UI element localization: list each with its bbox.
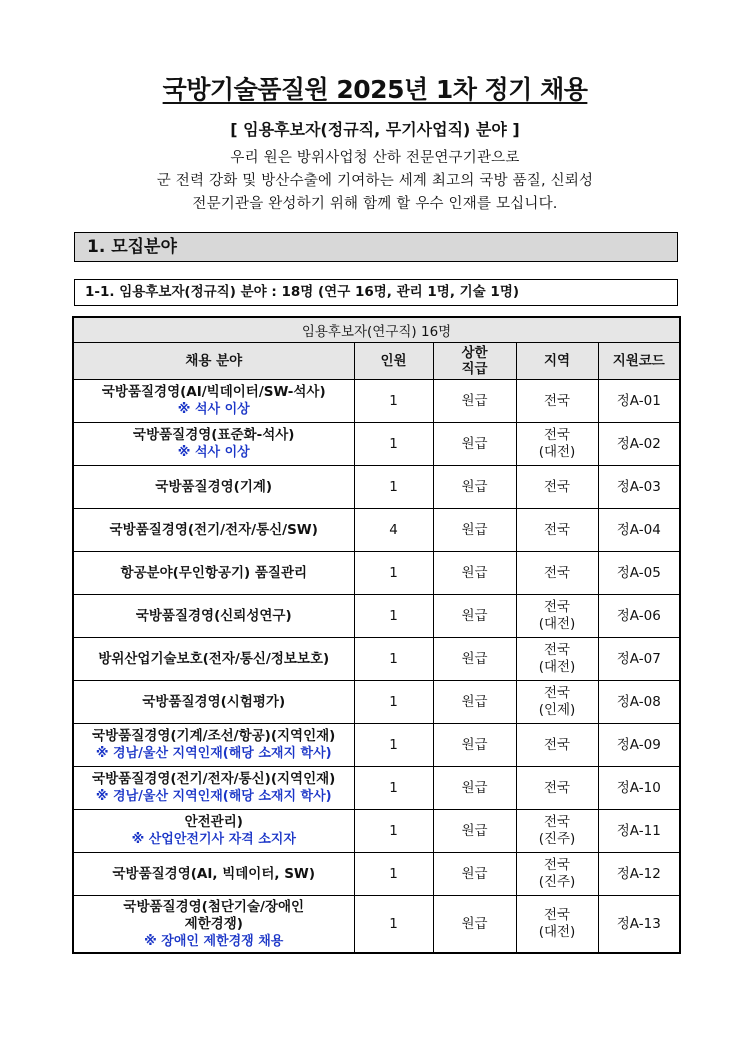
- header-rank-line1: 상한: [461, 345, 488, 361]
- cell-count: 1: [354, 810, 433, 853]
- table-row: [73, 466, 680, 509]
- field-note: ※ 경남/울산 지역인재(해당 소재지 학사): [95, 789, 332, 804]
- cell-code: 정A-09: [598, 724, 680, 767]
- cell-count: 1: [354, 552, 433, 595]
- cell-rank: 원급: [433, 380, 516, 423]
- intro-line: 군 전력 강화 및 방산수출에 기여하는 세계 최고의 국방 품질, 신뢰성: [156, 173, 594, 189]
- table-row: [73, 638, 680, 681]
- field-name: 국방품질경영(기계/조선/항공)(지역인재): [92, 728, 336, 744]
- page-title: 국방기술품질원 2025년 1차 정기 채용: [162, 75, 588, 104]
- cell-rank: 원급: [433, 853, 516, 896]
- cell-count: 1: [354, 853, 433, 896]
- field-name-cont: 제한경쟁): [184, 915, 243, 932]
- recruitment-table: [72, 316, 681, 954]
- region-main: 전국: [543, 392, 571, 409]
- field-note: ※ 경남/울산 지역인재(해당 소재지 학사): [95, 746, 332, 761]
- table-row: [73, 423, 680, 466]
- cell-rank: 원급: [433, 423, 516, 466]
- cell-count: 1: [354, 466, 433, 509]
- table-row: [73, 896, 680, 954]
- cell-rank: 원급: [433, 595, 516, 638]
- table-caption: 임용후보자(연구직) 16명: [73, 317, 680, 343]
- cell-rank: 원급: [433, 810, 516, 853]
- field-note: ※ 산업안전기사 자격 소지자: [131, 832, 296, 847]
- field-name: 방위산업기술보호(전자/통신/정보보호): [98, 650, 330, 667]
- table-row: [73, 810, 680, 853]
- cell-region: [516, 552, 598, 595]
- cell-field: [73, 509, 354, 552]
- cell-count: 1: [354, 681, 433, 724]
- cell-code: 정A-11: [598, 810, 680, 853]
- field-note: ※ 석사 이상: [177, 445, 250, 460]
- region-main: 전국: [543, 427, 571, 443]
- table-row: [73, 552, 680, 595]
- cell-code: 정A-12: [598, 853, 680, 896]
- cell-region: [516, 638, 598, 681]
- region-detail: (대전): [538, 924, 576, 940]
- cell-region: [516, 681, 598, 724]
- intro-line: 전문기관을 완성하기 위해 함께 할 우수 인재를 모십니다.: [192, 196, 558, 212]
- cell-count: 1: [354, 767, 433, 810]
- region-main: 전국: [543, 779, 571, 796]
- region-detail: (인제): [538, 702, 576, 718]
- cell-rank: 원급: [433, 767, 516, 810]
- cell-field: [73, 638, 354, 681]
- region-detail: (대전): [538, 616, 576, 632]
- cell-field: [73, 767, 354, 810]
- region-main: 전국: [543, 521, 571, 538]
- cell-code: 정A-13: [598, 896, 680, 954]
- cell-region: [516, 595, 598, 638]
- cell-count: 1: [354, 380, 433, 423]
- region-main: 전국: [543, 736, 571, 753]
- region-main: 전국: [543, 564, 571, 581]
- region-detail: (진주): [538, 831, 576, 847]
- cell-field: [73, 466, 354, 509]
- intro-text: [0, 147, 750, 216]
- table-row: [73, 681, 680, 724]
- cell-count: 1: [354, 638, 433, 681]
- cell-code: 정A-06: [598, 595, 680, 638]
- cell-region: [516, 466, 598, 509]
- cell-rank: 원급: [433, 724, 516, 767]
- region-detail: (대전): [538, 444, 576, 460]
- field-name: 국방품질경영(AI/빅데이터/SW-석사): [101, 384, 326, 400]
- cell-code: 정A-04: [598, 509, 680, 552]
- cell-count: 1: [354, 423, 433, 466]
- header-region: 지역: [516, 343, 598, 380]
- cell-count: 1: [354, 896, 433, 954]
- cell-field: [73, 380, 354, 423]
- subsection-heading: 1-1. 임용후보자(정규직) 분야 : 18명 (연구 16명, 관리 1명, 기술 1명): [74, 279, 678, 306]
- region-main: 전국: [543, 857, 571, 873]
- cell-field: [73, 423, 354, 466]
- header-rank: [433, 343, 516, 380]
- field-name: 국방품질경영(기계): [155, 478, 273, 495]
- cell-code: 정A-10: [598, 767, 680, 810]
- field-name: 국방품질경영(첨단기술/장애인: [123, 898, 305, 915]
- field-name: 국방품질경영(AI, 빅데이터, SW): [112, 865, 315, 882]
- region-main: 전국: [543, 814, 571, 830]
- field-name: 국방품질경영(표준화-석사): [133, 427, 295, 443]
- cell-field: [73, 595, 354, 638]
- region-main: 전국: [543, 685, 571, 701]
- cell-region: [516, 509, 598, 552]
- region-main: 전국: [543, 599, 571, 615]
- cell-field: [73, 724, 354, 767]
- field-note: ※ 석사 이상: [177, 402, 250, 417]
- cell-code: 정A-01: [598, 380, 680, 423]
- region-main: 전국: [543, 478, 571, 495]
- field-name: 국방품질경영(전기/전자/통신/SW): [109, 521, 318, 538]
- cell-rank: 원급: [433, 509, 516, 552]
- cell-rank: 원급: [433, 552, 516, 595]
- section-heading: 1. 모집분야: [74, 232, 678, 262]
- header-field: 채용 분야: [73, 343, 354, 380]
- header-rank-line2: 직급: [461, 361, 488, 377]
- cell-count: 4: [354, 509, 433, 552]
- field-name: 국방품질경영(전기/전자/통신)(지역인재): [92, 771, 336, 787]
- intro-line: 우리 원은 방위사업청 산하 전문연구기관으로: [230, 150, 520, 166]
- cell-region: [516, 380, 598, 423]
- cell-region: [516, 896, 598, 954]
- cell-count: 1: [354, 724, 433, 767]
- cell-code: 정A-08: [598, 681, 680, 724]
- table-row: [73, 724, 680, 767]
- field-name: 항공분야(무인항공기) 품질관리: [120, 564, 308, 581]
- cell-count: 1: [354, 595, 433, 638]
- cell-rank: 원급: [433, 681, 516, 724]
- region-main: 전국: [543, 642, 571, 658]
- field-name: 국방품질경영(시험평가): [142, 693, 286, 710]
- cell-field: [73, 853, 354, 896]
- cell-code: 정A-05: [598, 552, 680, 595]
- table-row: [73, 853, 680, 896]
- cell-code: 정A-03: [598, 466, 680, 509]
- cell-field: [73, 552, 354, 595]
- cell-region: [516, 423, 598, 466]
- cell-field: [73, 810, 354, 853]
- cell-region: [516, 724, 598, 767]
- region-detail: (진주): [538, 874, 576, 890]
- cell-rank: 원급: [433, 896, 516, 954]
- region-main: 전국: [543, 907, 571, 923]
- cell-region: [516, 853, 598, 896]
- cell-region: [516, 810, 598, 853]
- cell-region: [516, 767, 598, 810]
- header-code: 지원코드: [598, 343, 680, 380]
- cell-field: [73, 896, 354, 954]
- cell-rank: 원급: [433, 638, 516, 681]
- cell-rank: 원급: [433, 466, 516, 509]
- header-count: 인원: [354, 343, 433, 380]
- cell-code: 정A-02: [598, 423, 680, 466]
- field-name: 국방품질경영(신뢰성연구): [135, 607, 292, 624]
- table-row: [73, 767, 680, 810]
- table-row: [73, 380, 680, 423]
- page-subtitle: [ 임용후보자(정규직, 무기사업직) 분야 ]: [230, 120, 520, 139]
- cell-field: [73, 681, 354, 724]
- table-row: [73, 595, 680, 638]
- field-name: 안전관리): [184, 814, 243, 830]
- cell-code: 정A-07: [598, 638, 680, 681]
- field-note: ※ 장애인 제한경쟁 채용: [144, 933, 284, 949]
- region-detail: (대전): [538, 659, 576, 675]
- table-row: [73, 509, 680, 552]
